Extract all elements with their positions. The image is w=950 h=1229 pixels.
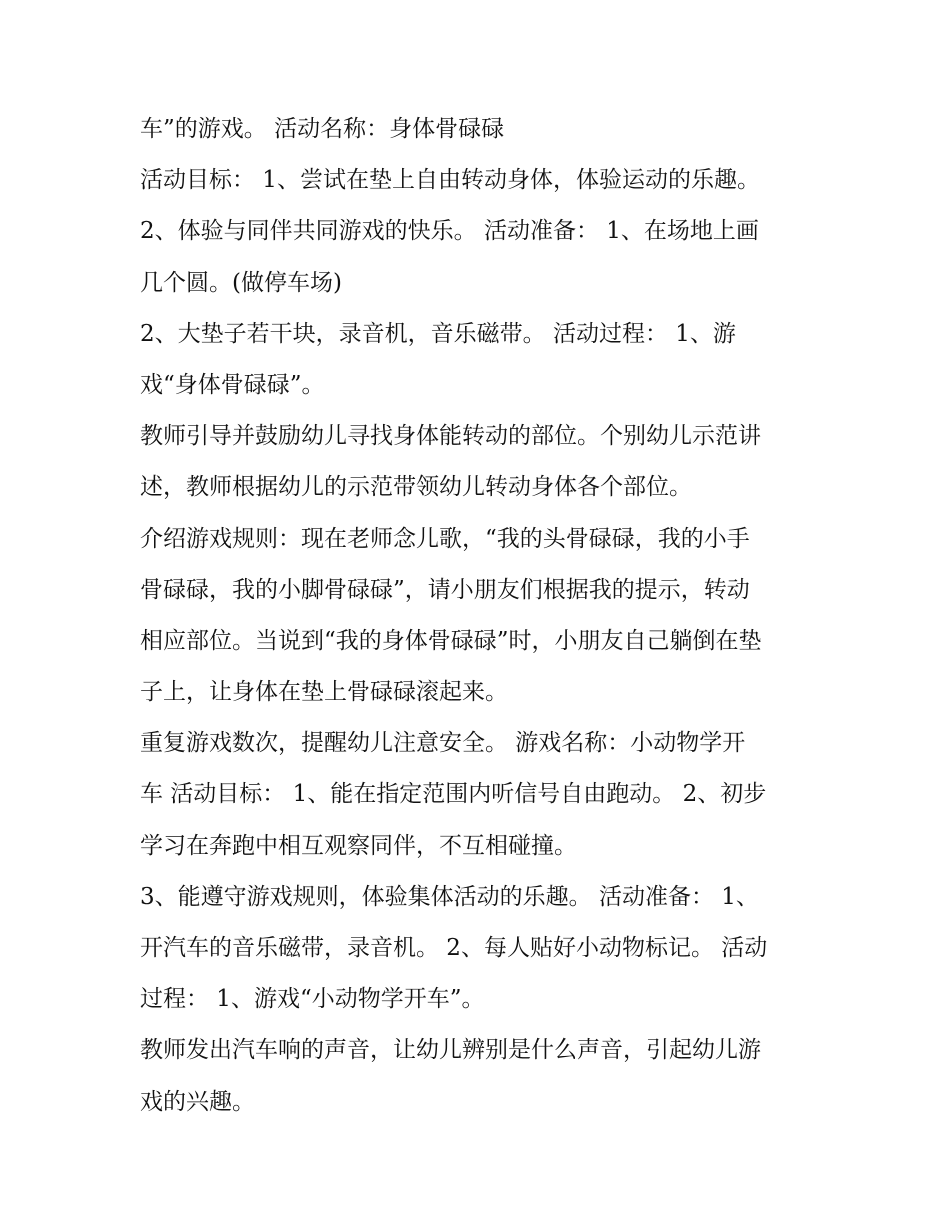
text-line: 骨碌碌，我的小脚骨碌碌”，请小朋友们根据我的提示，转动	[140, 576, 750, 603]
body-text	[140, 104, 830, 1128]
text-line: 教师发出汽车响的声音，让幼儿辨别是什么声音，引起幼儿游	[140, 1037, 761, 1064]
text-line: 戏“身体骨碌碌”。	[140, 371, 325, 398]
text-line: 重复游戏数次，提醒幼儿注意安全。 游戏名称：小动物学开	[140, 730, 746, 757]
text-line: 相应部位。当说到“我的身体骨碌碌”时，小朋友自己躺倒在垫	[140, 627, 762, 654]
text-line: 2、体验与同伴共同游戏的快乐。 活动准备： 1、在场地上画	[140, 218, 759, 245]
text-line: 教师引导并鼓励幼儿寻找身体能转动的部位。个别幼儿示范讲	[140, 423, 761, 450]
text-line: 开汽车的音乐磁带，录音机。 2、每人贴好小动物标记。 活动	[140, 935, 768, 961]
text-line: 几个圆。(做停车场)	[140, 269, 342, 296]
text-line: 学习在奔跑中相互观察同伴，不互相碰撞。	[140, 832, 577, 859]
text-line: 车”的游戏。 活动名称：身体骨碌碌	[140, 116, 505, 142]
text-line: 2、大垫子若干块，录音机，音乐磁带。 活动过程： 1、游	[140, 320, 736, 347]
text-line: 介绍游戏规则：现在老师念儿歌，“我的头骨碌碌，我的小手	[140, 525, 750, 552]
text-line: 3、能遵守游戏规则，体验集体活动的乐趣。 活动准备： 1、	[140, 883, 759, 910]
text-line: 活动目标： 1、尝试在垫上自由转动身体，体验运动的乐趣。	[140, 167, 760, 194]
text-line: 过程： 1、游戏“小动物学开车”。	[140, 986, 485, 1013]
text-line: 车 活动目标： 1、能在指定范围内听信号自由跑动。 2、初步	[140, 781, 767, 808]
text-line: 子上，让身体在垫上骨碌碌滚起来。	[140, 679, 508, 706]
text-line: 述，教师根据幼儿的示范带领幼儿转动身体各个部位。	[140, 474, 692, 501]
text-line: 戏的兴趣。	[140, 1088, 255, 1115]
